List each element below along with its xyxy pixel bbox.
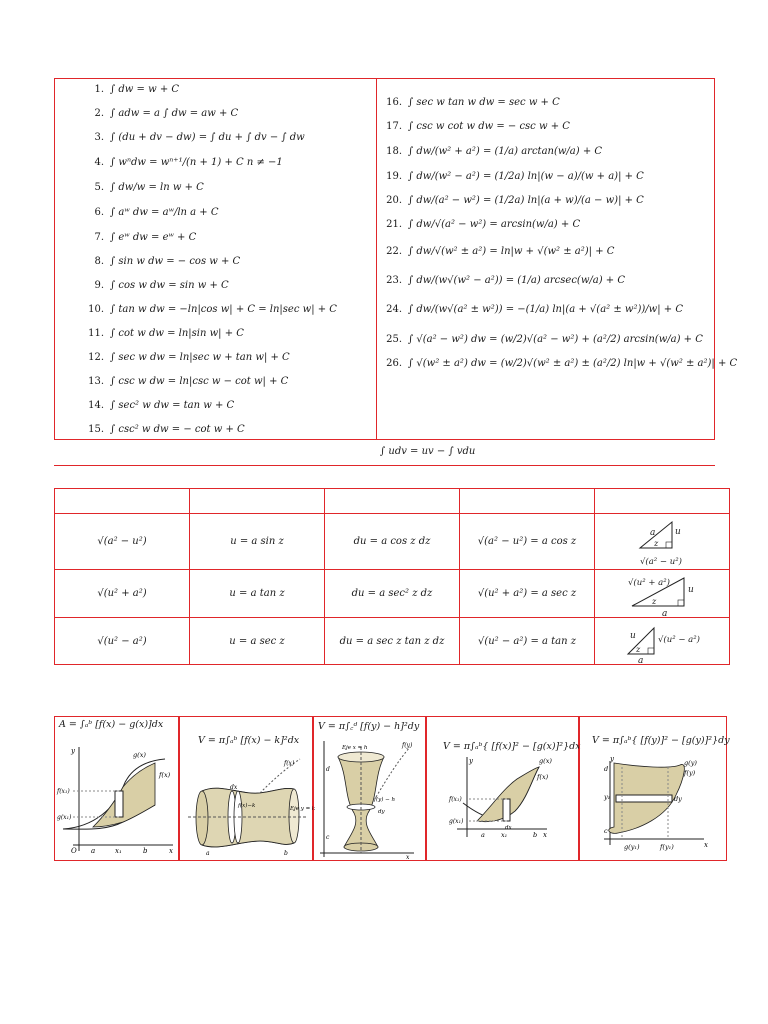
formula-item bbox=[84, 132, 305, 144]
formula-item bbox=[84, 232, 196, 244]
formula-item bbox=[382, 246, 614, 258]
formula-table-divider bbox=[376, 78, 377, 440]
formula-item bbox=[84, 207, 219, 219]
formula-number: 23. bbox=[386, 275, 402, 286]
formula-number: 4. bbox=[94, 157, 104, 168]
header-cell bbox=[325, 489, 460, 514]
header-cell bbox=[595, 489, 730, 514]
fig-label: f(y) − h bbox=[374, 797, 396, 803]
integration-by-parts: ∫ udv = uv − ∫ vdu bbox=[380, 446, 476, 457]
fig-label: x bbox=[169, 847, 173, 855]
formula-number: 11. bbox=[88, 328, 104, 339]
fig-label: O bbox=[71, 847, 77, 855]
result-cell: √(u² + a²) = a sec z bbox=[460, 570, 595, 618]
formula-expression: ∫ sec w tan w dw = sec w + C bbox=[408, 97, 560, 108]
fig-label: a bbox=[206, 850, 210, 857]
formula-expression: ∫ dw/(w² − a²) = (1/2a) ln|(w − a)/(w + a)| + C bbox=[408, 171, 644, 182]
fig-label: Eje y = k bbox=[290, 806, 316, 812]
fig-label: f(x₁) bbox=[449, 796, 462, 803]
formula-expression: ∫ sec w dw = ln|sec w + tan w| + C bbox=[110, 352, 290, 363]
radical-cell: √(a² − u²) bbox=[55, 514, 190, 570]
tri-adj-label: a bbox=[638, 656, 644, 666]
figure-area-between-curves bbox=[54, 716, 179, 861]
formula-number: 20. bbox=[386, 195, 402, 206]
fig-label: f(y₁) bbox=[660, 843, 674, 851]
header-cell bbox=[460, 489, 595, 514]
fig-label: a bbox=[91, 847, 96, 855]
formula-item bbox=[382, 97, 560, 109]
formula-item bbox=[382, 358, 737, 370]
tri-hyp-label: √(u² + a²) bbox=[628, 578, 670, 588]
differential-cell: du = a cos z dz bbox=[325, 514, 460, 570]
formula-expression: ∫ dw/(w√(w² − a²)) = (1/a) arcsec(w/a) + C bbox=[408, 275, 626, 286]
fig-label: b bbox=[143, 847, 148, 855]
radical-cell: √(u² + a²) bbox=[55, 570, 190, 618]
fig-label: f(x) bbox=[159, 771, 171, 779]
fig-label: g(x₁) bbox=[57, 814, 72, 821]
formula-item bbox=[84, 256, 240, 268]
formula-number: 2. bbox=[94, 108, 104, 119]
formula-expression: ∫ tan w dw = −ln|cos w| + C = ln|sec w| + C bbox=[110, 304, 337, 315]
figure-volume-washer-y bbox=[579, 716, 730, 861]
formula-item bbox=[382, 334, 703, 346]
formula-expression: ∫ √(a² − w²) dw = (w/2)√(a² − w²) + (a²/2) arcsin(w/a) + C bbox=[408, 334, 703, 345]
formula-expression: ∫ dw/(w√(a² ± w²)) = −(1/a) ln|(a + √(a² ± w²))/w| + C bbox=[408, 304, 683, 315]
separator-line bbox=[54, 465, 715, 466]
formula-number: 3. bbox=[94, 132, 104, 143]
formula-item bbox=[84, 400, 234, 412]
fig-label: x₁ bbox=[501, 831, 508, 839]
tri-hyp-label: a bbox=[650, 528, 656, 538]
differential-cell: du = a sec z tan z dz bbox=[325, 618, 460, 665]
tri-adj-label: a bbox=[662, 609, 668, 619]
fig-label: f(x)−k bbox=[238, 803, 256, 809]
tri-opp-label: √(u² − a²) bbox=[658, 635, 700, 645]
formula-expression: ∫ aʷ dw = aʷ/ln a + C bbox=[110, 207, 219, 218]
fig-label: dy bbox=[674, 795, 682, 803]
fig-label: dx bbox=[230, 784, 238, 791]
fig-label: d bbox=[604, 765, 609, 773]
fig-label: c bbox=[604, 827, 608, 835]
result-cell: √(a² − u²) = a cos z bbox=[460, 514, 595, 570]
fig-label: g(x) bbox=[539, 757, 552, 765]
figure-volume-disk-k bbox=[179, 716, 316, 861]
formula-expression: ∫ sin w dw = − cos w + C bbox=[110, 256, 241, 267]
formula-expression: ∫ cot w dw = ln|sin w| + C bbox=[110, 328, 244, 339]
formula-item bbox=[382, 121, 570, 133]
figure-caption: V = π∫ₐᵇ [f(x) − k]²dx bbox=[198, 735, 300, 746]
figure-caption: V = π∫ₐᵇ{ [f(y)]² − [g(y)]²}dy bbox=[592, 735, 730, 746]
tri-ang-label: z bbox=[636, 645, 641, 654]
fig-label: x bbox=[704, 841, 708, 849]
formula-number: 19. bbox=[386, 171, 402, 182]
tri-adj-label: √(a² − u²) bbox=[640, 557, 682, 567]
formula-number: 17. bbox=[386, 121, 402, 132]
tri-hyp-label: u bbox=[630, 631, 636, 641]
tri-opp-label: u bbox=[688, 585, 694, 595]
fig-label: g(x₁) bbox=[449, 818, 464, 825]
formula-item bbox=[84, 108, 238, 120]
formula-expression: ∫ dw = w + C bbox=[110, 84, 180, 95]
radical-cell: √(u² − a²) bbox=[55, 618, 190, 665]
fig-label: d bbox=[326, 766, 330, 773]
fig-label: x bbox=[543, 831, 547, 839]
formula-number: 6. bbox=[94, 207, 104, 218]
formula-number: 21. bbox=[386, 219, 402, 230]
formula-item bbox=[382, 219, 580, 231]
formula-expression: ∫ dw/(a² − w²) = (1/2a) ln|(a + w)/(a − w)| + C bbox=[408, 195, 644, 206]
fig-label: f(x) bbox=[284, 760, 295, 767]
figure-volume-disk-h bbox=[313, 716, 426, 861]
formula-expression: ∫ eʷ dw = eʷ + C bbox=[110, 232, 197, 243]
fig-label: Eje x = h bbox=[342, 745, 368, 751]
fig-label: y bbox=[469, 757, 473, 765]
fig-label: f(y) bbox=[684, 769, 696, 777]
fig-label: f(x) bbox=[537, 773, 549, 781]
differential-cell: du = a sec² z dz bbox=[325, 570, 460, 618]
tri-ang-label: z bbox=[654, 539, 659, 548]
fig-label: g(y₁) bbox=[624, 843, 640, 851]
formula-item bbox=[84, 304, 337, 316]
fig-label: y bbox=[71, 747, 75, 755]
formula-item bbox=[84, 376, 288, 388]
substitution-cell: u = a sin z bbox=[190, 514, 325, 570]
formula-expression: ∫ adw = a ∫ dw = aw + C bbox=[110, 108, 239, 119]
formula-number: 8. bbox=[94, 256, 104, 267]
formula-item bbox=[84, 280, 229, 292]
formula-item bbox=[84, 328, 244, 340]
tri-ang-label: z bbox=[652, 597, 657, 606]
formula-number: 18. bbox=[386, 146, 402, 157]
formula-expression: ∫ dw/√(w² ± a²) = ln|w + √(w² ± a²)| + C bbox=[408, 246, 615, 257]
formula-number: 16. bbox=[386, 97, 402, 108]
fig-label: g(y) bbox=[684, 759, 697, 767]
fig-label: x bbox=[406, 854, 410, 861]
formula-number: 25. bbox=[386, 334, 402, 345]
fig-label: y₁ bbox=[604, 793, 611, 801]
tri-opp-label: u bbox=[675, 527, 681, 537]
formula-item bbox=[382, 275, 625, 287]
fig-label: a bbox=[481, 831, 485, 839]
formula-item bbox=[382, 146, 602, 158]
formula-item bbox=[84, 424, 245, 436]
formula-item bbox=[84, 352, 290, 364]
fig-label: g(x) bbox=[133, 751, 146, 759]
figure-caption: A = ∫ₐᵇ [f(x) − g(x)]dx bbox=[59, 719, 164, 730]
formula-expression: ∫ csc w cot w dw = − csc w + C bbox=[408, 121, 570, 132]
fig-label: b bbox=[533, 831, 538, 839]
fig-label: x₁ bbox=[115, 847, 122, 855]
formula-expression: ∫ wⁿdw = wⁿ⁺¹/(n + 1) + C n ≠ −1 bbox=[110, 157, 283, 168]
formula-item bbox=[84, 182, 204, 194]
formula-expression: ∫ csc w dw = ln|csc w − cot w| + C bbox=[110, 376, 289, 387]
formula-number: 9. bbox=[94, 280, 104, 291]
formula-number: 10. bbox=[88, 304, 104, 315]
formula-expression: ∫ cos w dw = sin w + C bbox=[110, 280, 229, 291]
fig-label: dy bbox=[378, 809, 385, 815]
formula-item bbox=[84, 157, 283, 169]
formula-number: 12. bbox=[88, 352, 104, 363]
figure-caption: V = π∫꜀ᵈ [f(y) − h]²dy bbox=[318, 721, 420, 732]
formula-item bbox=[382, 195, 644, 207]
formula-item bbox=[382, 304, 683, 316]
fig-label: c bbox=[326, 834, 330, 841]
formula-expression: ∫ sec² w dw = tan w + C bbox=[110, 400, 235, 411]
formula-expression: ∫ dw/√(a² − w²) = arcsin(w/a) + C bbox=[408, 219, 581, 230]
formula-expression: ∫ √(w² ± a²) dw = (w/2)√(w² ± a²) ± (a²/2) ln|w + √(w² ± a²)| + C bbox=[408, 358, 738, 369]
formula-number: 7. bbox=[94, 232, 104, 243]
formula-expression: ∫ dw/w = ln w + C bbox=[110, 182, 204, 193]
header-cell bbox=[190, 489, 325, 514]
fig-label: f(x₁) bbox=[57, 788, 70, 795]
formula-number: 14. bbox=[88, 400, 104, 411]
triangle-sin-diagram bbox=[600, 514, 720, 570]
formula-number: 1. bbox=[94, 84, 104, 95]
formula-number: 26. bbox=[386, 358, 402, 369]
substitution-cell: u = a tan z bbox=[190, 570, 325, 618]
formula-expression: ∫ csc² w dw = − cot w + C bbox=[110, 424, 245, 435]
triangle-sec-diagram bbox=[600, 618, 720, 664]
formula-number: 24. bbox=[386, 304, 402, 315]
header-cell bbox=[55, 489, 190, 514]
triangle-tan-diagram bbox=[600, 570, 720, 618]
figure-volume-washer-x bbox=[426, 716, 579, 861]
figure-caption: V = π∫ₐᵇ{ [f(x)]² − [g(x)]²}dx bbox=[443, 741, 581, 752]
fig-label: y bbox=[610, 755, 614, 763]
formula-expression: ∫ (du + dv − dw) = ∫ du + ∫ dv − ∫ dw bbox=[110, 132, 305, 143]
formula-number: 5. bbox=[94, 182, 104, 193]
fig-label: dx bbox=[505, 825, 512, 831]
formula-item bbox=[382, 171, 644, 183]
formula-number: 13. bbox=[88, 376, 104, 387]
fig-label: b bbox=[284, 850, 288, 857]
formula-item bbox=[84, 84, 179, 96]
formula-number: 15. bbox=[88, 424, 104, 435]
substitution-cell: u = a sec z bbox=[190, 618, 325, 665]
fig-label: f(y) bbox=[402, 742, 413, 749]
result-cell: √(u² − a²) = a tan z bbox=[460, 618, 595, 665]
formula-number: 22. bbox=[386, 246, 402, 257]
formula-expression: ∫ dw/(w² + a²) = (1/a) arctan(w/a) + C bbox=[408, 146, 603, 157]
